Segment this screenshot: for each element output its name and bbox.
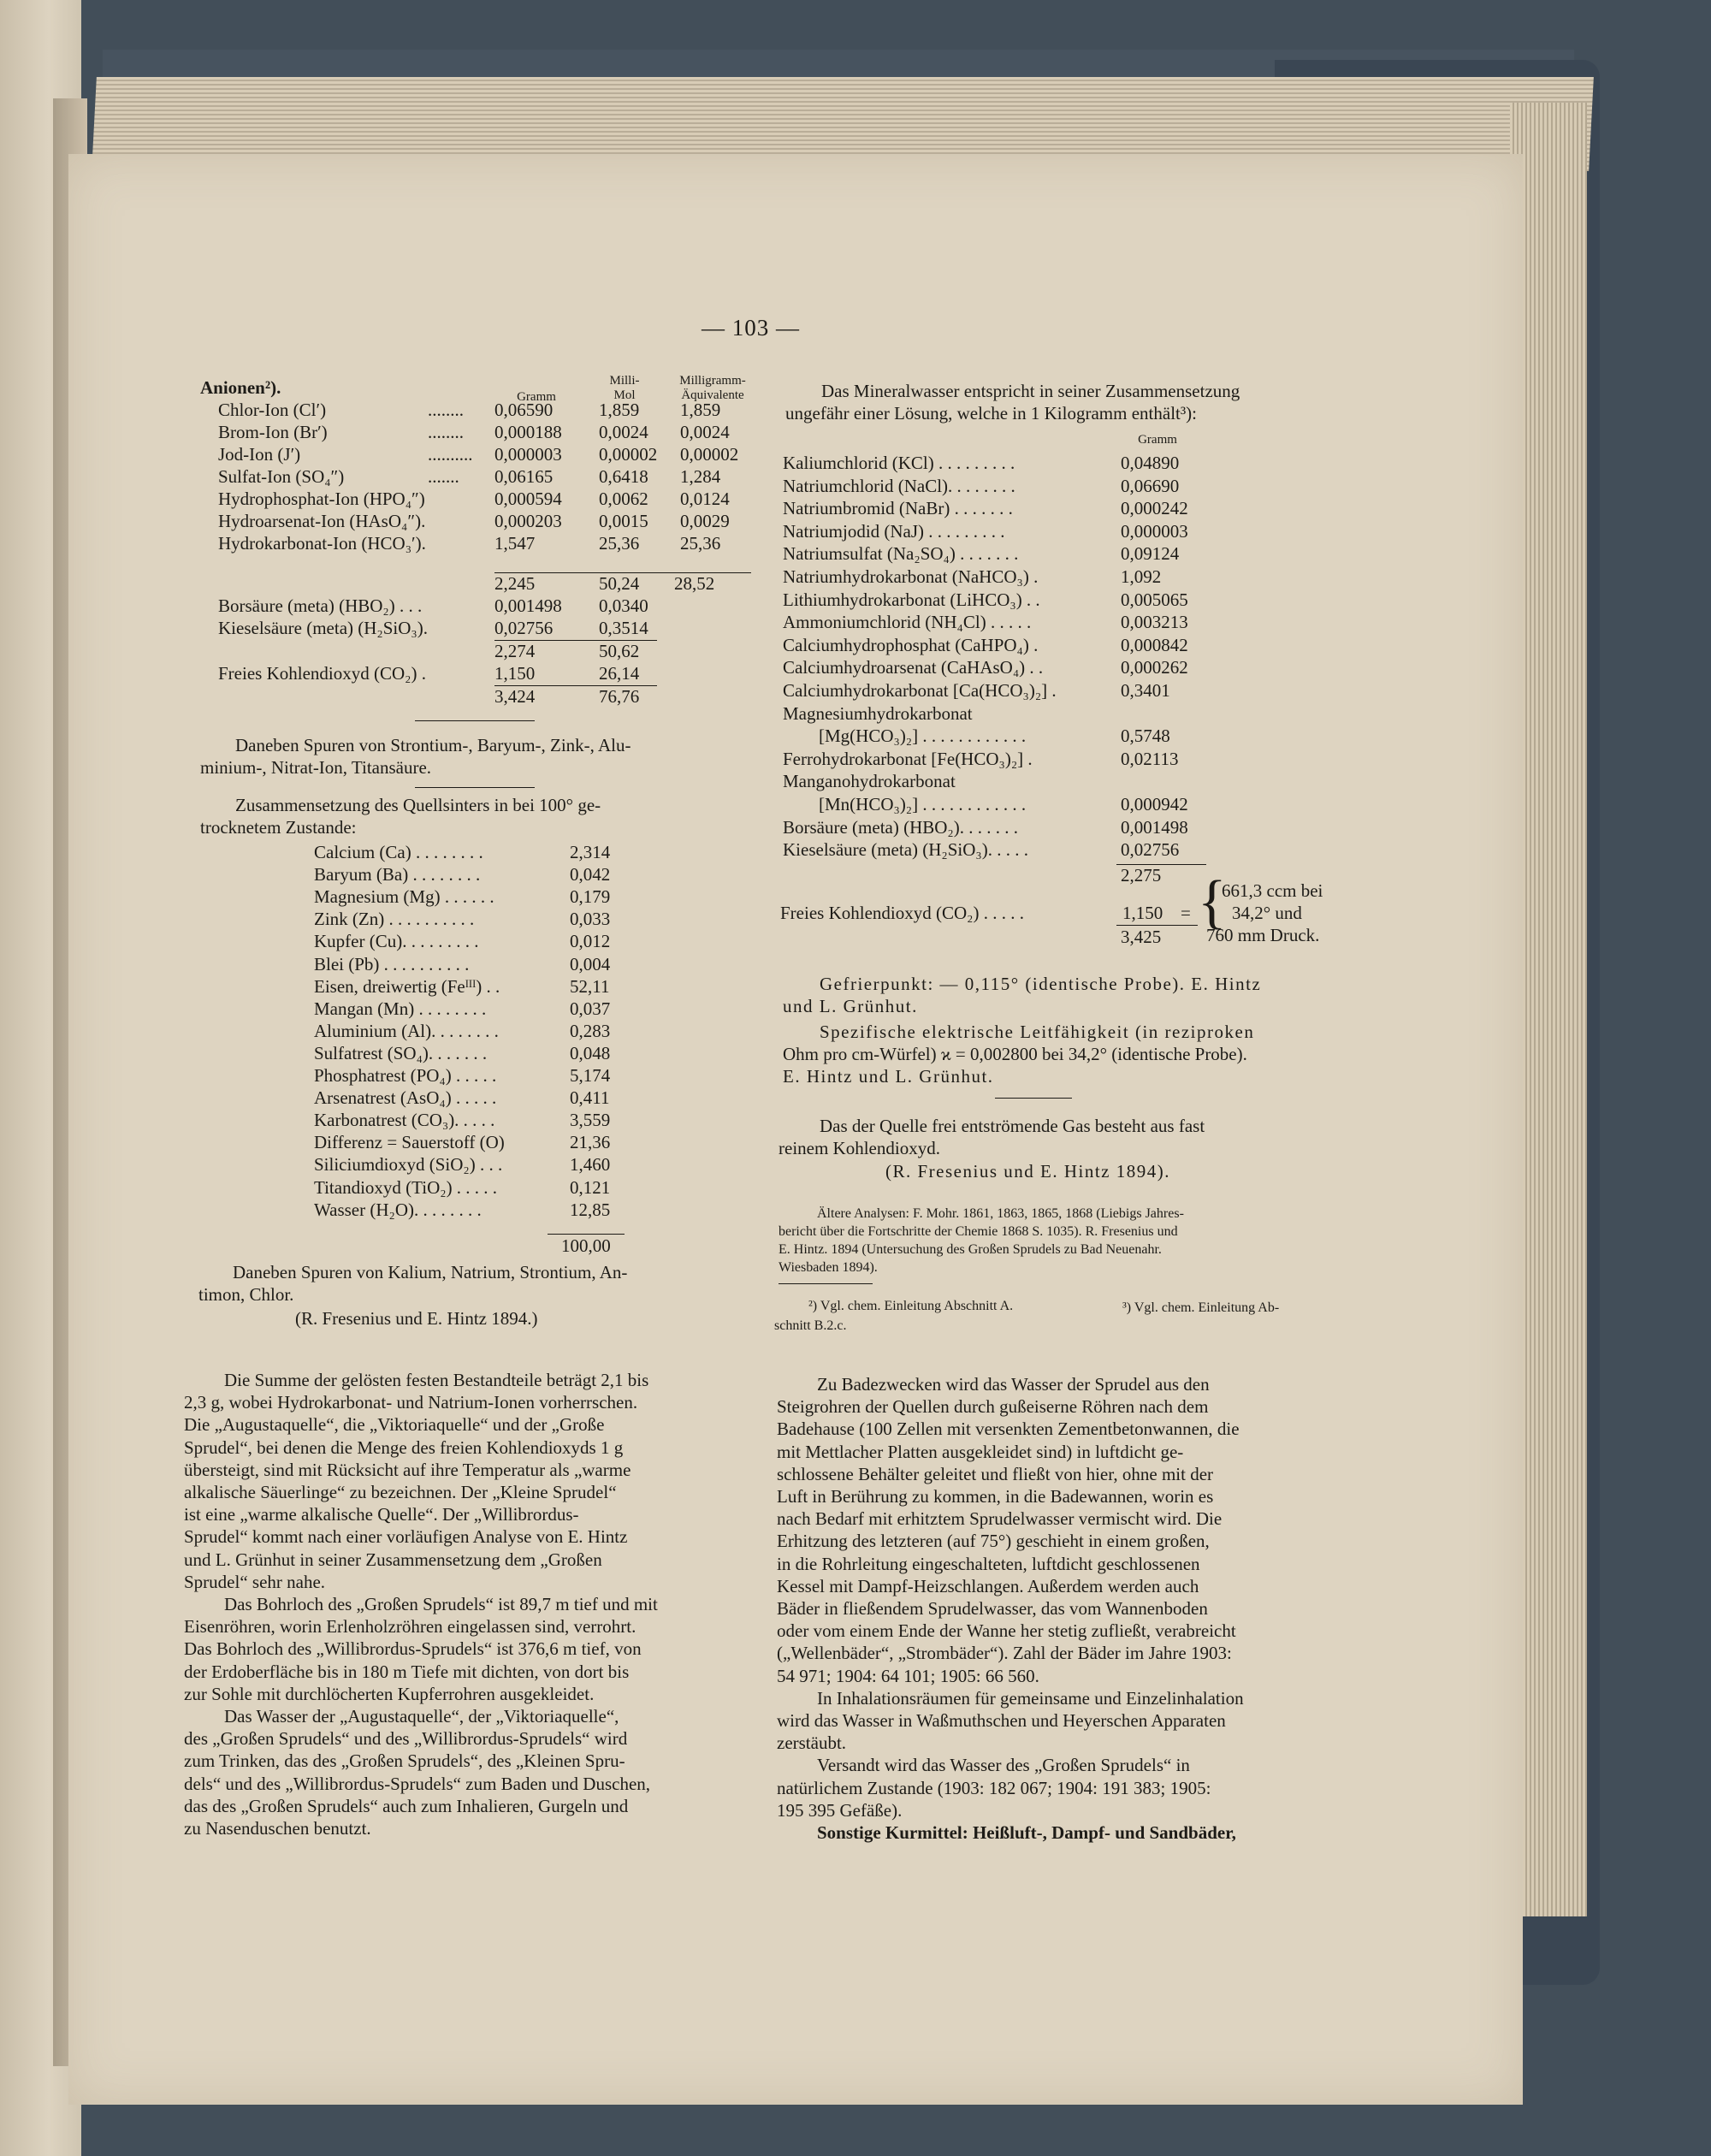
- sinter-value: 0,037: [570, 998, 611, 1019]
- older-line-4: Wiesbaden 1894).: [779, 1260, 878, 1275]
- body-line: wird das Wasser in Waßmuthschen und Heyerschen Apparaten: [777, 1710, 1226, 1731]
- subtotal2-mmol: 50,62: [599, 641, 640, 661]
- anion-mmol: 0,0062: [599, 489, 648, 509]
- body-line: und L. Grünhut in seiner Zusammensetzung dem „Großen: [184, 1549, 602, 1570]
- sinter-name: Siliciumdioxyd (SiO₂) . . .: [314, 1154, 503, 1176]
- body-line: Luft in Berührung zu kommen, in die Badewannen, worin es: [777, 1486, 1214, 1507]
- sinter-name: Mangan (Mn) . . . . . . . .: [314, 998, 487, 1019]
- sinter-name: Phosphatrest (PO₄) . . . . .: [314, 1065, 497, 1086]
- anion-mmol: 0,0015: [599, 511, 648, 531]
- body-line: Die „Augustaquelle“, die „Viktoriaquelle“ und der „Große: [184, 1414, 605, 1436]
- footnote-2: ²) Vgl. chem. Einleitung Abschnitt A.: [808, 1299, 1014, 1313]
- sinter-intro-2: trocknetem Zustande:: [200, 817, 357, 838]
- body-line: 195 395 Gefäße).: [777, 1799, 903, 1821]
- sinter-value: 3,559: [570, 1110, 611, 1131]
- traces2-source: (R. Fresenius und E. Hintz 1894.): [295, 1308, 538, 1329]
- anion-mval: 0,00002: [680, 444, 739, 465]
- footnote-rule: [779, 1283, 873, 1284]
- body-line: Zu Badezwecken wird das Wasser der Sprudel aus den: [817, 1374, 1210, 1395]
- sinter-value: 12,85: [570, 1199, 611, 1220]
- total-mmol: 76,76: [599, 686, 640, 707]
- body-line: Eisenröhren, worin Erlenholzröhren eingelassen sind, verrohrt.: [184, 1616, 636, 1638]
- sinter-value: 0,004: [570, 953, 611, 974]
- sinter-value: 0,411: [570, 1087, 610, 1109]
- sinter-name: Differenz = Sauerstoff (O): [314, 1132, 505, 1153]
- salt-name: Lithiumhydrokarbonat (LiHCO₃) . .: [783, 589, 1040, 610]
- anion-name: Hydroarsenat-Ion (HAsO₄″).: [218, 511, 426, 531]
- traces1-line1: Daneben Spuren von Strontium-, Baryum-, Zink-, Alu-: [235, 735, 631, 755]
- salt-value: 0,001498: [1121, 816, 1188, 838]
- anion-gramm: 0,000003: [494, 444, 562, 465]
- sinter-name: Calcium (Ca) . . . . . . . .: [314, 842, 483, 862]
- older-line-3: E. Hintz. 1894 (Untersuchung des Großen Sprudels zu Bad Neuenahr.: [779, 1242, 1162, 1257]
- body-line: der Erdoberfläche bis in 180 m Tiefe mit dichten, von dort bis: [184, 1661, 630, 1682]
- salt-name: Natriumhydrokarbonat (NaHCO₃) .: [783, 566, 1039, 587]
- salt-value: 0,5748: [1121, 726, 1170, 747]
- anion-mmol: 0,0024: [599, 422, 648, 442]
- kieselsaeure-name: Kieselsäure (meta) (H₂SiO₃).: [218, 618, 428, 638]
- sinter-name: Magnesium (Mg) . . . . . .: [314, 886, 494, 908]
- salt-name: Manganohydrokarbonat: [783, 771, 956, 792]
- salt-name: Ammoniumchlorid (NH₄Cl) . . . . .: [783, 612, 1032, 633]
- sinter-name: Kupfer (Cu). . . . . . . . .: [314, 931, 479, 952]
- anion-gramm: 1,547: [494, 533, 536, 554]
- sinter-name: Arsenatrest (AsO₄) . . . . .: [314, 1087, 497, 1109]
- sinter-name: Blei (Pb) . . . . . . . . . .: [314, 953, 470, 974]
- col-header-gramm: Gramm: [517, 390, 556, 404]
- salt-value: 0,02756: [1121, 839, 1180, 861]
- anion-dots: ........: [428, 422, 464, 442]
- salt-value: 0,000942: [1121, 794, 1188, 814]
- body-line: zum Trinken, das des „Großen Sprudels“, des „Kleinen Spru-: [184, 1750, 625, 1772]
- anion-dots: ..........: [428, 444, 473, 465]
- body-line: dels“ und des „Willibrordus-Sprudels“ zum Baden und Duschen,: [184, 1773, 651, 1794]
- subtotal1-mmol: 50,24: [599, 573, 640, 594]
- kieselsaeure-g: 0,02756: [494, 618, 554, 638]
- sinter-value: 21,36: [570, 1132, 611, 1153]
- body-line: Kessel mit Dampf-Heizschlangen. Außerdem werden auch: [777, 1575, 1199, 1596]
- salt-name: Calciumhydrophosphat (CaHPO₄) .: [783, 634, 1039, 655]
- older-line-2: bericht über die Fortschritte der Chemie 1868 S. 1035). R. Fresenius und: [779, 1224, 1178, 1239]
- body-line: übersteigt, sind mit Rücksicht auf ihre Temperatur als „warme: [184, 1459, 631, 1480]
- body-line: mit Mettlacher Platten ausgekleidet sind) in luftdicht ge-: [777, 1441, 1184, 1462]
- body-line: Steigrohren der Quellen durch gußeiserne Röhren nach dem: [777, 1396, 1209, 1418]
- body-line: Das Bohrloch des „Großen Sprudels“ ist 89,7 m tief und mit: [224, 1594, 658, 1614]
- salt-name: Kaliumchlorid (KCl) . . . . . . . . .: [783, 453, 1015, 473]
- anion-mval: 0,0124: [680, 489, 730, 509]
- body-line: Das Wasser der „Augustaquelle“, der „Viktoriaquelle“,: [224, 1706, 619, 1727]
- col-header-mval: Milligramm- Äquivalente: [679, 374, 746, 402]
- sinter-value: 1,460: [570, 1154, 611, 1176]
- sinter-name: Aluminium (Al). . . . . . . .: [314, 1020, 499, 1041]
- anion-mval: 0,0024: [680, 422, 730, 442]
- anion-dots: .......: [428, 466, 459, 487]
- salt-name: Calciumhydrokarbonat [Ca(HCO₃)₂] .: [783, 680, 1057, 701]
- salt-value: 0,005065: [1121, 589, 1188, 610]
- anion-mmol: 0,6418: [599, 466, 648, 487]
- salt-name: Calciumhydroarsenat (CaHAsO₄) . .: [783, 657, 1044, 678]
- anion-name: Sulfat-Ion (SO₄″): [218, 466, 345, 487]
- salt-value: 0,000003: [1121, 520, 1188, 542]
- cond-line-1: Spezifische elektrische Leitfähigkeit (in reziproken: [820, 1022, 1255, 1042]
- anion-mval: 25,36: [680, 533, 721, 554]
- body-line: 2,3 g, wobei Hydrokarbonat- und Natrium-Ionen vorherrschen.: [184, 1392, 638, 1413]
- sinter-value: 52,11: [570, 975, 610, 997]
- salt-value: 0,09124: [1121, 543, 1180, 565]
- salt-intro-1: Das Mineralwasser entspricht in seiner Zusammensetzung: [821, 381, 1240, 401]
- sinter-name: Sulfatrest (SO₄). . . . . . .: [314, 1042, 488, 1063]
- salt-co2-label: Freies Kohlendioxyd (CO₂) . . . . .: [780, 903, 1024, 923]
- gas-line-2: reinem Kohlendioxyd.: [779, 1138, 940, 1158]
- salt-name: Borsäure (meta) (HBO₂). . . . . . .: [783, 816, 1018, 838]
- brace-line-1: 661,3 ccm bei: [1222, 880, 1323, 901]
- salt-equals: =: [1181, 903, 1191, 923]
- subtotal1-g: 2,245: [494, 573, 536, 594]
- salt-name: Natriumjodid (NaJ) . . . . . . . . .: [783, 520, 1005, 542]
- sinter-name: Baryum (Ba) . . . . . . . .: [314, 864, 481, 886]
- salt-name: Ferrohydrokarbonat [Fe(HCO₃)₂] .: [783, 748, 1033, 769]
- borsaeure-name: Borsäure (meta) (HBO₂) . . .: [218, 595, 423, 616]
- sinter-total: 100,00: [561, 1235, 611, 1256]
- co2-mmol: 26,14: [599, 663, 640, 684]
- sinter-name: Wasser (H₂O). . . . . . . .: [314, 1199, 482, 1220]
- freeze-line-2: und L. Grünhut.: [783, 996, 918, 1016]
- salt-name: Natriumsulfat (Na₂SO₄) . . . . . . .: [783, 543, 1019, 565]
- sinter-name: Zink (Zn) . . . . . . . . . .: [314, 909, 475, 930]
- anion-gramm: 0,000594: [494, 489, 562, 509]
- salt-name: Magnesiumhydrokarbonat: [783, 702, 973, 724]
- brace-line-2: 34,2° und: [1232, 903, 1302, 923]
- kieselsaeure-mmol: 0,3514: [599, 618, 648, 638]
- cond-line-3: E. Hintz und L. Grünhut.: [783, 1066, 994, 1087]
- anion-mval: 1,284: [680, 466, 721, 487]
- salt-name: Natriumchlorid (NaCl). . . . . . . .: [783, 475, 1015, 496]
- anion-dots: ........: [428, 400, 464, 420]
- gas-source: (R. Fresenius und E. Hintz 1894).: [885, 1161, 1170, 1182]
- body-line: Versandt wird das Wasser des „Großen Sprudels“ in: [817, 1755, 1190, 1776]
- anion-name: Chlor-Ion (Cl′): [218, 400, 327, 420]
- salt-value: 0,003213: [1121, 612, 1188, 633]
- sinter-value: 0,179: [570, 886, 611, 908]
- sinter-name: Titandioxyd (TiO₂) . . . . .: [314, 1176, 498, 1198]
- body-line: alkalische Säuerlinge“ zu bezeichnen. Der „Kleine Sprudel“: [184, 1482, 617, 1502]
- subtotal2-g: 2,274: [494, 641, 536, 661]
- sinter-value: 0,048: [570, 1042, 611, 1063]
- salt-name: Natriumbromid (NaBr) . . . . . . .: [783, 498, 1013, 519]
- traces2-line2: timon, Chlor.: [198, 1284, 294, 1305]
- salt-value: 0,02113: [1121, 748, 1179, 769]
- body-line: des „Großen Sprudels“ und des „Willibrordus-Sprudels“ wird: [184, 1728, 628, 1750]
- body-line: zur Sohle mit durchlöcherten Kupferrohren ausgekleidet.: [184, 1683, 595, 1704]
- cond-line-2: Ohm pro cm-Würfel) ϰ = 0,002800 bei 34,2° (identische Probe).: [783, 1044, 1247, 1064]
- col-header-millimol: Milli- Mol: [609, 374, 640, 402]
- sinter-name: Eisen, dreiwertig (Feᴵᴵᴵ) . .: [314, 975, 500, 997]
- total-g: 3,424: [494, 686, 536, 707]
- anion-mval: 0,0029: [680, 511, 730, 531]
- anion-name: Hydrokarbonat-Ion (HCO₃′).: [218, 533, 426, 554]
- salt-intro-2: ungefähr einer Lösung, welche in 1 Kilogramm enthält³):: [785, 403, 1197, 424]
- salt-value: 0,000842: [1121, 634, 1188, 655]
- salt-value: 0,000262: [1121, 657, 1188, 678]
- anion-gramm: 0,000188: [494, 422, 562, 442]
- separator-2: [415, 787, 535, 788]
- separator-3: [995, 1098, 1072, 1099]
- separator-1: [415, 720, 535, 721]
- sinter-value: 0,121: [570, 1176, 611, 1198]
- footnote-3a: ³) Vgl. chem. Einleitung Ab-: [1122, 1300, 1280, 1315]
- body-line: oder vom einem Ende der Wanne her stetig zufließt, verabreicht: [777, 1620, 1236, 1642]
- sinter-value: 5,174: [570, 1065, 611, 1086]
- brace-line-3: 760 mm Druck.: [1206, 925, 1320, 945]
- anion-name: Jod-Ion (J′): [218, 444, 301, 465]
- co2-name: Freies Kohlendioxyd (CO₂) .: [218, 663, 426, 684]
- subtotal1-mval: 28,52: [674, 573, 715, 594]
- anion-gramm: 0,06590: [494, 400, 554, 420]
- body-line: Die Summe der gelösten festen Bestandteile beträgt 2,1 bis: [224, 1370, 649, 1390]
- sinter-intro-1: Zusammensetzung des Quellsinters in bei 100° ge-: [235, 795, 601, 815]
- body-line: 54 971; 1904: 64 101; 1905: 66 560.: [777, 1665, 1039, 1686]
- anion-mmol: 1,859: [599, 400, 640, 420]
- salt-col-header: Gramm: [1138, 433, 1177, 447]
- salt-value: 1,092: [1121, 566, 1162, 587]
- freeze-line-1: Gefrierpunkt: — 0,115° (identische Probe). E. Hintz: [820, 974, 1262, 994]
- salt-value: 0,000242: [1121, 498, 1188, 519]
- traces2-line1: Daneben Spuren von Kalium, Natrium, Strontium, An-: [233, 1262, 628, 1282]
- anion-name: Brom-Ion (Br′): [218, 422, 328, 442]
- co2-g: 1,150: [494, 663, 536, 684]
- body-line: ist eine „warme alkalische Quelle“. Der „Willibrordus-: [184, 1504, 579, 1525]
- gas-line-1: Das der Quelle frei entströmende Gas besteht aus fast: [820, 1116, 1205, 1136]
- body-line: in die Rohrleitung eingeschalteten, luftdicht geschlossenen: [777, 1553, 1200, 1574]
- salt-name: [Mg(HCO₃)₂] . . . . . . . . . . . .: [819, 726, 1027, 747]
- page-number: — 103 —: [702, 315, 800, 341]
- anion-mmol: 0,00002: [599, 444, 658, 465]
- salt-name: [Mn(HCO₃)₂] . . . . . . . . . . . .: [819, 794, 1027, 814]
- body-line: Sprudel“, bei denen die Menge des freien Kohlendioxyds 1 g: [184, 1436, 624, 1458]
- body-line: Sprudel“ sehr nahe.: [184, 1571, 326, 1592]
- body-line: Bäder in fließendem Sprudelwasser, das vom Wannenboden: [777, 1598, 1208, 1619]
- sinter-value: 0,012: [570, 931, 611, 952]
- body-line: schlossene Behälter geleitet und fließt von hier, ohne mit der: [777, 1463, 1214, 1484]
- salt-value: 0,3401: [1121, 680, 1170, 701]
- anion-mmol: 25,36: [599, 533, 640, 554]
- body-line: das des „Großen Sprudels“ auch zum Inhalieren, Gurgeln und: [184, 1795, 629, 1816]
- sinter-value: 0,033: [570, 909, 611, 930]
- salt-name: Kieselsäure (meta) (H₂SiO₃). . . . .: [783, 839, 1028, 861]
- anion-gramm: 0,06165: [494, 466, 554, 487]
- body-line: Erhitzung des letzteren (auf 75°) geschieht in einem großen,: [777, 1531, 1210, 1552]
- body-line: Das Bohrloch des „Willibrordus-Sprudels“ ist 376,6 m tief, von: [184, 1638, 642, 1660]
- older-line-1: Ältere Analysen: F. Mohr. 1861, 1863, 1865, 1868 (Liebigs Jahres-: [817, 1206, 1184, 1221]
- borsaeure-g: 0,001498: [494, 595, 562, 616]
- body-line: Sonstige Kurmittel: Heißluft-, Dampf- und Sandbäder,: [817, 1822, 1236, 1843]
- salt-value: 0,04890: [1121, 453, 1180, 473]
- anion-gramm: 0,000203: [494, 511, 562, 531]
- salt-total: 3,425: [1121, 927, 1162, 947]
- body-line: Sprudel“ kommt nach einer vorläufigen Analyse von E. Hintz: [184, 1526, 628, 1548]
- footnote-3b: schnitt B.2.c.: [774, 1318, 847, 1333]
- salt-subtotal: 2,275: [1121, 865, 1162, 886]
- body-line: natürlichem Zustande (1903: 182 067; 1904: 191 383; 1905:: [777, 1777, 1211, 1798]
- traces1-line2: minium-, Nitrat-Ion, Titansäure.: [200, 757, 432, 778]
- anion-name: Hydrophosphat-Ion (HPO₄″): [218, 489, 425, 509]
- sinter-value: 0,042: [570, 864, 611, 886]
- anion-heading: Anionen²).: [200, 377, 281, 398]
- body-line: In Inhalationsräumen für gemeinsame und Einzelinhalation: [817, 1687, 1244, 1709]
- borsaeure-mmol: 0,0340: [599, 595, 648, 616]
- body-line: („Wellenbäder“, „Strombäder“). Zahl der Bäder im Jahre 1903:: [777, 1643, 1232, 1664]
- curly-brace: {: [1198, 869, 1227, 935]
- salt-co2-val: 1,150: [1122, 903, 1163, 923]
- body-line: nach Bedarf mit erhitztem Sprudelwasser vermischt wird. Die: [777, 1508, 1223, 1530]
- anion-mval: 1,859: [680, 400, 721, 420]
- body-line: Badehause (100 Zellen mit versenkten Zementbetonwannen, die: [777, 1419, 1240, 1440]
- body-line: zerstäubt.: [777, 1732, 847, 1754]
- salt-value: 0,06690: [1121, 475, 1180, 496]
- sinter-value: 2,314: [570, 842, 611, 862]
- sinter-name: Karbonatrest (CO₃). . . . .: [314, 1110, 495, 1131]
- sinter-value: 0,283: [570, 1020, 611, 1041]
- body-line: zu Nasenduschen benutzt.: [184, 1818, 371, 1839]
